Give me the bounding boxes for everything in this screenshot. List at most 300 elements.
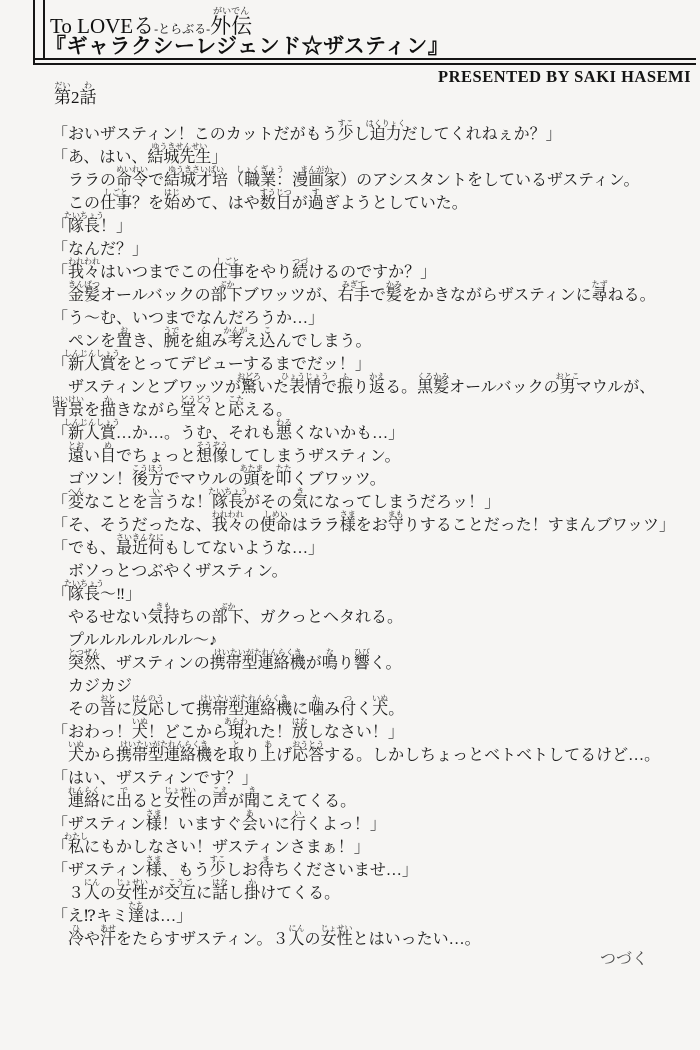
text-segment: と	[212, 402, 229, 419]
text-segment: （	[228, 172, 245, 189]
furigana: いぬ	[68, 740, 84, 749]
ruby-segment: 言 い	[148, 487, 165, 511]
ruby-segment: 犬 いぬ	[372, 694, 389, 718]
ruby-segment: 掛 か	[244, 878, 261, 902]
ruby-segment: 尋 たず	[591, 280, 608, 304]
text-segment: マウルが、	[575, 379, 656, 396]
ruby-segment: 何 なに	[148, 533, 165, 557]
ruby-segment: 噛 か	[308, 694, 325, 718]
furigana: はな	[212, 878, 229, 887]
ruby-segment: 過 す	[307, 188, 324, 212]
ruby-segment: 表情 ひょうじょう	[281, 372, 329, 396]
text-segment: く。	[369, 655, 402, 672]
text-segment: をお	[355, 517, 388, 534]
text-segment: めて、はや	[180, 195, 260, 212]
furigana: たち	[128, 901, 145, 910]
text-segment: を	[212, 747, 229, 764]
text-segment: だしてくれねぇか？」	[401, 126, 562, 143]
furigana: たず	[591, 280, 608, 289]
text-segment: える。	[244, 402, 293, 419]
ruby-segment: 込 こ	[259, 326, 276, 350]
furigana: しんじんしょう	[64, 418, 121, 427]
furigana: い	[293, 809, 302, 818]
text-segment: 「	[52, 425, 69, 442]
ruby-segment: 隊長 たいちょう	[64, 211, 105, 235]
text-segment: の	[304, 931, 321, 948]
text-segment: けるのですか？」	[308, 264, 437, 281]
furigana: たた	[275, 464, 292, 473]
text-segment: いに	[257, 816, 290, 833]
text-segment: で	[148, 172, 165, 189]
furigana: とお	[68, 441, 84, 450]
text-segment: 」	[211, 149, 228, 166]
ruby-segment: 迫力 はくりょく	[365, 119, 406, 143]
ruby-segment: 達 たち	[128, 901, 145, 925]
furigana: すこ	[209, 855, 226, 864]
ruby-segment: 反応 はんのう	[132, 694, 165, 718]
text-segment: げ	[276, 747, 293, 764]
text-segment: れた！	[243, 724, 292, 741]
text-segment: 「おわっ！	[52, 724, 132, 741]
text-segment: ザスティンとブワッツが	[68, 379, 241, 396]
title-frame-vertical-line-outer	[33, 0, 35, 63]
text-segment: こえてくる。	[260, 793, 357, 810]
ruby-segment: 遠 とお	[68, 441, 85, 465]
ruby-segment: 振 ふ	[337, 372, 354, 396]
text-segment: 「あ、はい、	[52, 149, 148, 166]
furigana: みぎて	[341, 280, 366, 289]
text-segment: 「	[52, 356, 69, 373]
ruby-segment: 我々 われわれ	[211, 510, 244, 534]
text-segment: ぎようとしていた。	[323, 195, 468, 212]
text-segment: プルルルルルルル〜♪	[68, 632, 217, 649]
text-segment: オールバックの	[100, 287, 211, 304]
text-line	[0, 561, 700, 584]
furigana: ひょうじょう	[281, 372, 329, 381]
ruby-segment: 漫画家 まんがか	[292, 165, 341, 189]
text-segment: し	[353, 126, 370, 143]
ruby-segment: 職業 しょくぎょう	[236, 165, 285, 189]
ruby-segment: 描 か	[100, 395, 117, 419]
text-segment: は…」	[144, 908, 193, 925]
ruby-segment: 外伝 がいでん	[210, 6, 253, 38]
text-line	[0, 188, 700, 216]
text-segment: 「なんだ？」	[52, 241, 149, 258]
text-segment: ！どこから	[147, 724, 228, 741]
furigana: うで	[163, 326, 180, 335]
furigana: ゆうきさいばい	[168, 165, 225, 174]
ruby-segment: 携帯型連絡機 けいたいがたれんらくき	[196, 694, 293, 718]
text-segment: の	[243, 517, 260, 534]
text-segment: ねる。	[607, 287, 656, 304]
author-credit: PRESENTED BY SAKI HASEMI	[438, 67, 691, 86]
text-segment: くブワッツ。	[291, 471, 386, 488]
text-line	[0, 533, 700, 561]
furigana: か	[312, 694, 321, 703]
furigana: さま	[339, 510, 356, 519]
furigana: がいでん	[213, 6, 250, 16]
text-segment: 「はい、ザスティンです？」	[52, 770, 258, 787]
text-segment: する。しかしちょっとベトベトしてるけど…。	[324, 747, 661, 764]
furigana: しごと	[104, 188, 129, 197]
ruby-segment: 応 こた	[228, 395, 245, 419]
furigana: たいちょう	[64, 579, 105, 588]
furigana: じょせい	[116, 878, 149, 887]
furigana: なに	[148, 533, 165, 542]
ruby-segment: 連絡 れんらく	[68, 786, 101, 810]
furigana: こた	[228, 395, 245, 404]
furigana: あ	[264, 740, 273, 749]
ruby-segment: 返 かえ	[369, 372, 386, 396]
ruby-segment: 堂々 どうどう	[180, 395, 213, 419]
ruby-segment: 目 め	[100, 441, 117, 465]
text-segment: 2	[71, 88, 80, 107]
furigana: か	[104, 395, 113, 404]
continued-label: つづく	[600, 951, 649, 968]
furigana: どうどう	[180, 395, 213, 404]
furigana: けいたいがたれんらくき	[120, 740, 209, 749]
ruby-segment: 気 き	[292, 487, 309, 511]
furigana: しょくぎょう	[236, 165, 285, 174]
ruby-segment: 腕 うで	[163, 326, 180, 350]
furigana: そうぞう	[196, 441, 229, 450]
text-segment: ちくださいませ…」	[273, 862, 418, 879]
furigana: ま	[261, 855, 270, 864]
text-segment: ？を	[132, 195, 165, 212]
ruby-segment: 叩 たた	[275, 464, 292, 488]
text-segment: になってしまうだろッ！」	[308, 494, 501, 511]
text-segment: 「	[52, 839, 69, 856]
ruby-segment: 現 あらわ	[223, 717, 248, 741]
text-line	[0, 142, 700, 170]
furigana: き	[248, 786, 257, 795]
furigana: はな	[291, 717, 308, 726]
ruby-segment: 様 さま	[339, 510, 356, 534]
text-line	[0, 786, 700, 814]
text-line	[0, 464, 700, 492]
text-segment: 「	[52, 494, 69, 511]
text-segment: この	[68, 195, 101, 212]
ruby-segment: 置 お	[116, 326, 133, 350]
ruby-segment: 少 すこ	[209, 855, 226, 879]
furigana: すうじつ	[259, 188, 292, 197]
ruby-segment: 悪 わる	[276, 418, 293, 442]
ruby-segment: 会 あ	[241, 809, 258, 833]
text-segment: に	[116, 701, 133, 718]
furigana: あせ	[100, 924, 117, 933]
furigana: にん	[84, 878, 101, 887]
text-segment: その	[68, 701, 101, 718]
text-segment: 「そ、そうだったな、	[52, 517, 212, 534]
text-segment: 「	[52, 586, 69, 603]
furigana: はじ	[164, 188, 181, 197]
furigana: しめい	[263, 510, 288, 519]
text-line	[0, 694, 700, 722]
furigana: けいたいがたれんらくき	[200, 694, 289, 703]
text-segment: ララの	[68, 172, 117, 189]
ruby-segment: 部下 ぶか	[210, 280, 243, 304]
furigana: ひ	[72, 924, 80, 933]
text-segment: オールバックの	[449, 379, 560, 396]
ruby-segment: 金髪 きんぱつ	[68, 280, 101, 304]
text-segment: り	[244, 747, 261, 764]
furigana: へん	[68, 487, 85, 496]
furigana: たいちょう	[208, 487, 249, 496]
text-segment: でちょっと	[116, 448, 197, 465]
ruby-segment: 組 く	[195, 326, 212, 350]
text-segment: り	[353, 379, 370, 396]
text-segment: りすることだった！すまんブワッツ」	[403, 517, 675, 534]
text-segment: …か…。うむ、それも	[116, 425, 277, 442]
title-frame-rule-lower	[33, 63, 696, 65]
text-segment: ）のアシスタントをしているザスティン。	[340, 172, 640, 189]
episode-number	[54, 81, 97, 108]
furigana: さま	[145, 855, 162, 864]
text-line	[0, 280, 700, 308]
text-segment: うな！	[164, 494, 213, 511]
text-segment: ３	[68, 885, 85, 902]
text-segment: がその	[244, 494, 293, 511]
text-line	[0, 239, 700, 262]
ruby-segment: 付 つ	[340, 694, 357, 718]
text-segment: しお	[225, 862, 258, 879]
furigana: あ	[245, 809, 254, 818]
text-segment: き、	[132, 333, 164, 350]
furigana: しんじんしょう	[64, 349, 121, 358]
furigana: つづ	[292, 257, 309, 266]
ruby-segment: 私 わたし	[64, 832, 89, 856]
text-segment: してしまうザスティン。	[228, 448, 401, 465]
ruby-segment: 話 はな	[212, 878, 229, 902]
furigana: さいきん	[116, 533, 149, 542]
ruby-segment: 声 こえ	[212, 786, 229, 810]
furigana: と	[232, 740, 241, 749]
ruby-segment: 仕事 しごと	[212, 257, 245, 281]
text-segment: を	[179, 333, 196, 350]
furigana: おうとう	[292, 740, 325, 749]
furigana: き	[296, 487, 305, 496]
ruby-segment: 少 すこ	[337, 119, 354, 143]
text-segment: カジカジ	[68, 678, 133, 695]
ruby-segment: 考 かんが	[223, 326, 248, 350]
furigana: こうほう	[132, 464, 165, 473]
text-segment: 「ザスティン	[52, 816, 146, 833]
ruby-segment: 驚 おどろ	[236, 372, 261, 396]
text-segment: が	[228, 793, 245, 810]
furigana: ぶか	[218, 280, 235, 289]
furigana: おと	[100, 694, 117, 703]
furigana: い	[152, 487, 161, 496]
furigana: で	[120, 786, 129, 795]
furigana: じょせい	[320, 924, 353, 933]
furigana: たいちょう	[64, 211, 105, 220]
text-segment: もしてないような…」	[164, 540, 325, 557]
ruby-segment: 女性 じょせい	[320, 924, 353, 948]
text-segment: ゴツン！	[68, 471, 133, 488]
text-segment: 「でも、	[52, 540, 117, 557]
text-segment: し	[228, 885, 245, 902]
text-segment: 「	[52, 264, 69, 281]
ruby-segment: 響 ひび	[353, 648, 370, 672]
furigana: さま	[145, 809, 162, 818]
ruby-segment: 人 にん	[288, 924, 305, 948]
text-segment: を	[259, 471, 276, 488]
ruby-segment: 続 つづ	[292, 257, 309, 281]
ruby-segment: 女性 じょせい	[116, 878, 149, 902]
text-line	[0, 832, 700, 860]
ruby-segment: 携帯型連絡機 けいたいがたれんらくき	[209, 648, 306, 672]
ruby-segment: 突然 とつぜん	[68, 648, 101, 672]
text-line	[0, 630, 700, 653]
text-segment: ！いますぐ	[161, 816, 242, 833]
ruby-segment: 携帯型連絡機 けいたいがたれんらくき	[116, 740, 213, 764]
ruby-segment: 気持 きも	[147, 602, 180, 626]
furigana: かんが	[223, 326, 248, 335]
ruby-segment: 様 さま	[145, 855, 162, 879]
ruby-segment: 聞 き	[244, 786, 261, 810]
text-line	[0, 717, 700, 745]
text-line	[0, 855, 700, 883]
text-segment: To LOVEる	[50, 14, 155, 38]
ruby-segment: 新人賞 しんじんしょう	[64, 349, 121, 373]
text-segment: ると	[132, 793, 165, 810]
text-segment: 「	[52, 218, 69, 235]
ruby-segment: 汗 あせ	[100, 924, 117, 948]
furigana: ふ	[341, 372, 350, 381]
text-segment: くないかも…」	[292, 425, 405, 442]
text-line	[0, 308, 700, 331]
text-segment: ペンを	[68, 333, 117, 350]
text-segment: しなさい！」	[307, 724, 404, 741]
ruby-segment: 隊長 たいちょう	[208, 487, 249, 511]
furigana: はいけい	[52, 395, 84, 404]
furigana: しごと	[216, 257, 241, 266]
story-title	[45, 34, 449, 59]
text-segment: を	[84, 402, 101, 419]
ruby-segment: 取 と	[228, 740, 245, 764]
furigana: つ	[344, 694, 353, 703]
ruby-segment: 冷 ひ	[68, 924, 85, 948]
text-segment: にもかしなさい！ザスティンさまぁ！」	[84, 839, 370, 856]
ruby-segment: 女性 じょせい	[164, 786, 197, 810]
text-segment: く	[356, 701, 373, 718]
text-segment: いた	[256, 379, 289, 396]
furigana: こうご	[168, 878, 193, 887]
furigana: くろかみ	[417, 372, 450, 381]
ruby-segment: 様 さま	[145, 809, 162, 833]
text-segment: る。	[385, 379, 418, 396]
text-line	[0, 349, 700, 377]
text-line	[0, 602, 700, 630]
furigana: かえ	[369, 372, 386, 381]
ruby-segment: 我々 われわれ	[68, 257, 101, 281]
text-segment: -とらぶる-	[154, 22, 211, 36]
ruby-segment: 部下 ぶか	[211, 602, 244, 626]
text-segment: をとってデビューするまでだッ！」	[116, 356, 371, 373]
ruby-segment: 命令 めいれい	[116, 165, 149, 189]
ruby-segment: 始 はじ	[164, 188, 181, 212]
ruby-segment: 守 まも	[387, 510, 404, 534]
ruby-segment: 数日 すうじつ	[259, 188, 292, 212]
ruby-segment: 男 おとこ	[555, 372, 580, 396]
text-segment: 、もう	[161, 862, 210, 879]
ruby-segment: 結城才培 ゆうきさいばい	[164, 165, 229, 189]
ruby-segment: 犬 いぬ	[131, 717, 148, 741]
furigana: あらわ	[223, 717, 248, 726]
furigana: とつぜん	[68, 648, 100, 657]
text-segment: から	[84, 747, 117, 764]
furigana: すこ	[337, 119, 354, 128]
ruby-segment: 結城先生 ゆうきせんせい	[147, 142, 212, 166]
furigana: あたま	[239, 464, 264, 473]
text-segment: に	[196, 885, 213, 902]
furigana: けいたいがたれんらくき	[213, 648, 302, 657]
ruby-segment: 新人賞 しんじんしょう	[64, 418, 121, 442]
furigana: ぶか	[219, 602, 236, 611]
ruby-segment: 音 おと	[100, 694, 117, 718]
furigana: はんのう	[132, 694, 165, 703]
body-text	[0, 119, 700, 952]
furigana: ひび	[353, 648, 370, 657]
furigana: か	[248, 878, 257, 887]
ruby-segment: 出 で	[116, 786, 133, 810]
furigana: われわれ	[68, 257, 101, 266]
text-segment: え	[243, 333, 260, 350]
ruby-segment: 最近 さいきん	[116, 533, 149, 557]
text-segment: きながら	[116, 402, 181, 419]
text-line	[0, 878, 700, 906]
text-line	[0, 740, 700, 768]
text-segment: が	[305, 655, 322, 672]
ruby-segment: 待 ま	[257, 855, 274, 879]
furigana: こえ	[212, 786, 229, 795]
text-segment: んでしまう。	[275, 333, 372, 350]
text-segment: や	[84, 931, 101, 948]
furigana: わたし	[64, 832, 89, 841]
text-segment: 〜‼」	[100, 586, 142, 603]
text-segment: で	[369, 287, 386, 304]
text-segment: が	[148, 885, 165, 902]
furigana: め	[104, 441, 113, 450]
text-segment: に	[292, 701, 309, 718]
text-segment: 「え⁉キミ	[52, 908, 129, 925]
text-segment: はララ	[291, 517, 340, 534]
text-segment: が	[291, 195, 308, 212]
furigana: きも	[155, 602, 172, 611]
ruby-segment: 人 にん	[84, 878, 101, 902]
ruby-segment: 右手 みぎて	[337, 280, 370, 304]
text-segment: ブワッツが、	[242, 287, 338, 304]
ruby-segment: 上 あ	[260, 740, 277, 764]
text-segment: でマウルの	[164, 471, 244, 488]
ruby-segment: 背景 はいけい	[52, 395, 85, 419]
text-segment: けてくる。	[260, 885, 341, 902]
text-line	[0, 768, 700, 791]
ruby-segment: 後方 こうほう	[132, 464, 165, 488]
text-segment: ！」	[100, 218, 133, 235]
text-line	[0, 211, 700, 239]
ruby-segment: 応答 おうとう	[292, 740, 325, 764]
furigana: かみ	[385, 280, 402, 289]
furigana: おとこ	[555, 372, 580, 381]
text-segment: 。	[388, 701, 405, 718]
furigana: こ	[263, 326, 272, 335]
text-line	[0, 441, 700, 469]
furigana: いぬ	[131, 717, 148, 726]
ruby-segment: 頭 あたま	[239, 464, 264, 488]
text-segment: り	[337, 655, 354, 672]
ruby-segment: 黒髪 くろかみ	[417, 372, 450, 396]
